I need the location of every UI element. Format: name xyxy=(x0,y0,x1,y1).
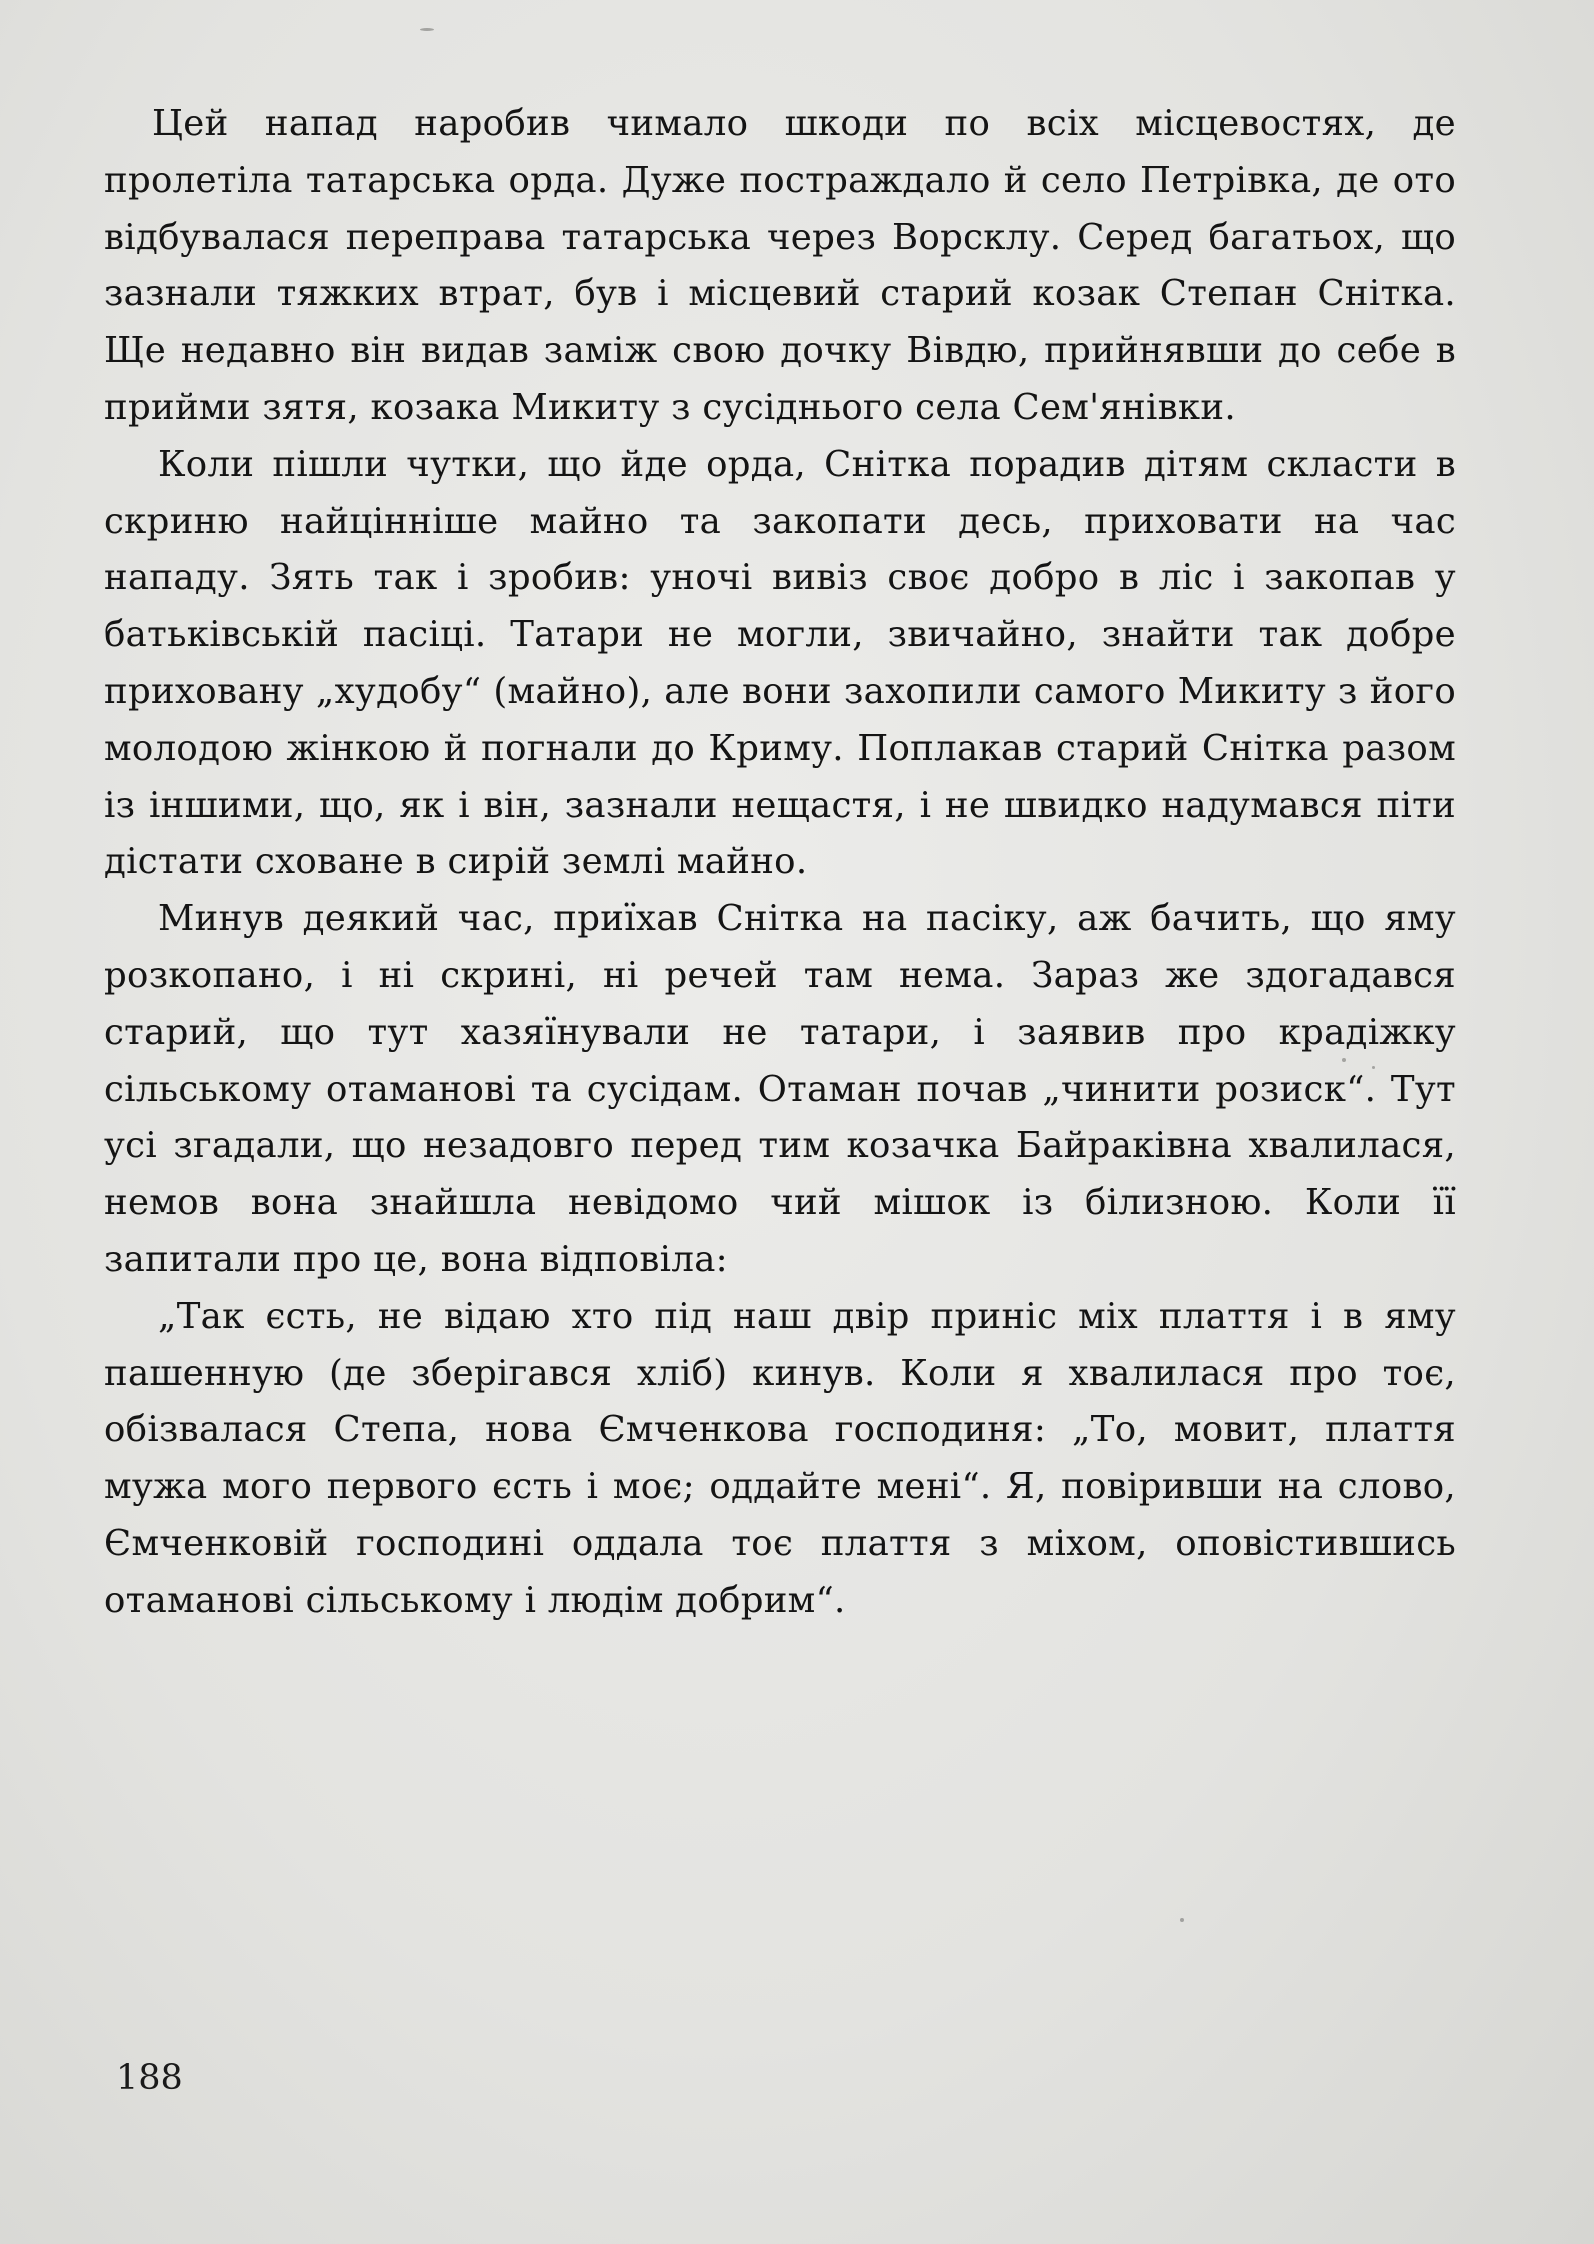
page-number: 188 xyxy=(116,2058,183,2098)
dust-speck xyxy=(420,28,434,31)
paragraph-2: Коли пішли чутки, що йде орда, Снітка порадив дітям скласти в скриню найцінніше майно та закопати десь, приховати на час нападу. Зять так і зробив: уночі вивіз своє добро в ліс і закопав у батьківській пасіці. Татари не могли, звичайно, знайти так добре приховану „худобу“ (майно), але вони захопили самого Микиту з його молодою жінкою й погнали до Криму. Поплакав старий Снітка разом із іншими, що, як і він, зазнали нещастя, і не швидко надумався піти дістати сховане в сирій землі майно. xyxy=(104,443,1456,883)
body-text xyxy=(104,96,1456,1630)
paragraph-4-quote: „Так єсть, не відаю хто під наш двір приніс міх плаття і в яму пашенную (де зберігався хліб) кинув. Коли я хвалилася про тоє, обізвалася Степа, нова Ємченкова господиня: „То, мовит, плаття мужа мого первого єсть і моє; оддайте мені“. Я, повіривши на слово, Ємченковій господині оддала тоє плаття з міхом, оповістившись отаманові сільському і людім добрим“. xyxy=(104,1295,1456,1621)
paragraph-1: Цей напад наробив чимало шкоди по всіх місцевостях, де пролетіла татарська орда. Дуже постраждало й село Петрівка, де ото відбувалася переправа татарська через Ворсклу. Серед багатьох, що зазнали тяжких втрат, був і місцевий старий козак Степан Снітка. Ще недавно він видав заміж свою дочку Вівдю, прийнявши до себе в прийми зятя, козака Микиту з сусіднього села Сем'янівки. xyxy=(104,103,1456,428)
paragraph-3: Минув деякий час, приїхав Снітка на пасіку, аж бачить, що яму розкопано, і ні скрині, ні речей там нема. Зараз же здогадався старий, що тут хазяїнували не татари, і заявив про крадіжку сільському отаманові та сусідам. Отаман почав „чинити розиск“. Тут усі згадали, що незадовго перед тим козачка Байраківна хвалилася, немов вона знайшла невідомо чий мішок із білизною. Коли її запитали про це, вона відповіла: xyxy=(104,898,1456,1280)
dust-speck xyxy=(1180,1918,1184,1922)
